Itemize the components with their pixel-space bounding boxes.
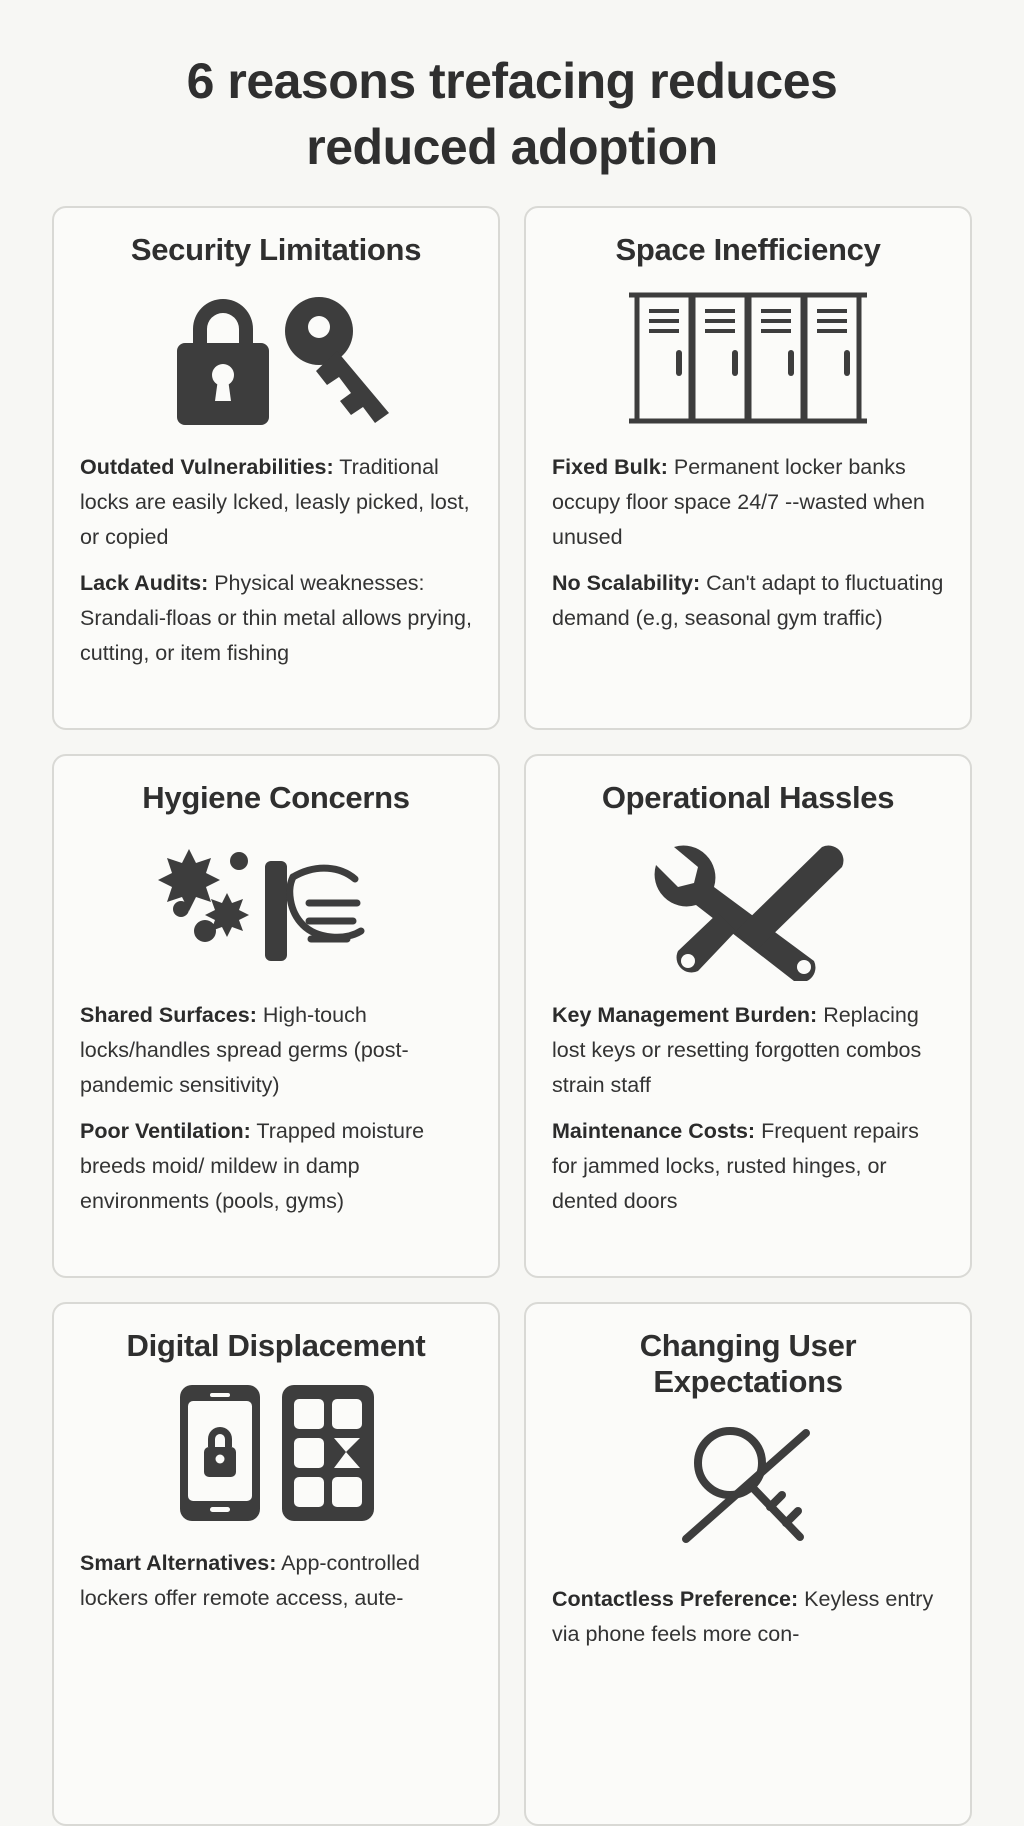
card-changing-user-expectations: [524, 1302, 972, 1826]
bullet-label: Maintenance Costs:: [552, 1119, 756, 1144]
bullet-label: Poor Ventilation:: [80, 1119, 251, 1144]
card-title: Operational Hassles: [601, 780, 895, 815]
no-key-icon: [552, 1410, 944, 1570]
bullet-label: Contactless Preference:: [552, 1587, 799, 1611]
padlock-and-key-icon: [80, 278, 472, 438]
bullet-text: Trapped moisture breeds moid/ mildew in damp environments (pools, gyms): [80, 1119, 425, 1214]
bullet-label: Fixed Bulk:: [552, 455, 668, 479]
bullet-label: Key Management Burden:: [552, 1003, 818, 1027]
bullet-label: Lack Audits:: [80, 571, 209, 596]
locker-bank-icon: [552, 278, 944, 438]
card-digital-displacement: [52, 1302, 500, 1826]
bullet-item: [552, 566, 944, 636]
bullet-text: Replacing lost keys or resetting forgotten combos strain staff: [552, 1003, 922, 1097]
bullet-text: Physical weaknesses: Srandali-floas or thin metal allows prying, cutting, or item fishing: [80, 571, 472, 666]
card-security-limitations: [52, 206, 500, 730]
bullet-text: Frequent repairs for jammed locks, rusted hinges, or dented doors: [552, 1119, 919, 1214]
page-title: 6 reasons trefacing reduces reduced adoption: [186, 53, 838, 175]
card-title: Hygiene Concerns: [142, 780, 410, 815]
card-hygiene-concerns: [52, 754, 500, 1278]
card-title: Changing User Expectations: [639, 1328, 857, 1399]
bullet-item: [552, 450, 944, 554]
bullet-item: [80, 450, 472, 554]
bullet-text: Keyless entry via phone feels more con-: [552, 1587, 934, 1646]
wrench-and-screwdriver-icon: [552, 826, 944, 986]
bullet-item: [552, 998, 944, 1102]
bullet-text: App-controlled lockers offer remote access, aute-: [80, 1551, 420, 1610]
card-operational-hassles: [524, 754, 972, 1278]
bullet-text: Can't adapt to fluctuating demand (e.g, seasonal gym traffic): [552, 571, 944, 631]
bullet-item: [552, 1582, 944, 1652]
card-space-inefficiency: [524, 206, 972, 730]
card-title: Space Inefficiency: [615, 232, 881, 267]
bullet-label: Smart Alternatives:: [80, 1551, 277, 1575]
bullet-item: [80, 566, 472, 670]
bullet-text: Permanent locker banks occupy floor space 24/7 --wasted when unused: [552, 455, 925, 549]
card-title: Digital Displacement: [126, 1328, 426, 1363]
bullet-text: High-touch locks/handles spread germs (post-pandemic sensitivity): [80, 1003, 409, 1097]
bullet-item: [80, 1114, 472, 1218]
bullet-item: [80, 1546, 472, 1616]
bullet-item: [80, 998, 472, 1102]
card-grid: [52, 206, 972, 1826]
bullet-label: Outdated Vulnerabilities:: [80, 455, 334, 479]
bullet-item: [552, 1114, 944, 1218]
bullet-label: No Scalability:: [552, 571, 701, 596]
smartphone-lock-and-keypad-icon: [80, 1374, 472, 1534]
germs-and-hand-icon: [80, 826, 472, 986]
bullet-text: Traditional locks are easily lcked, leasly picked, lost, or copied: [80, 455, 470, 549]
card-title: Security Limitations: [130, 232, 422, 267]
bullet-label: Shared Surfaces:: [80, 1003, 257, 1027]
